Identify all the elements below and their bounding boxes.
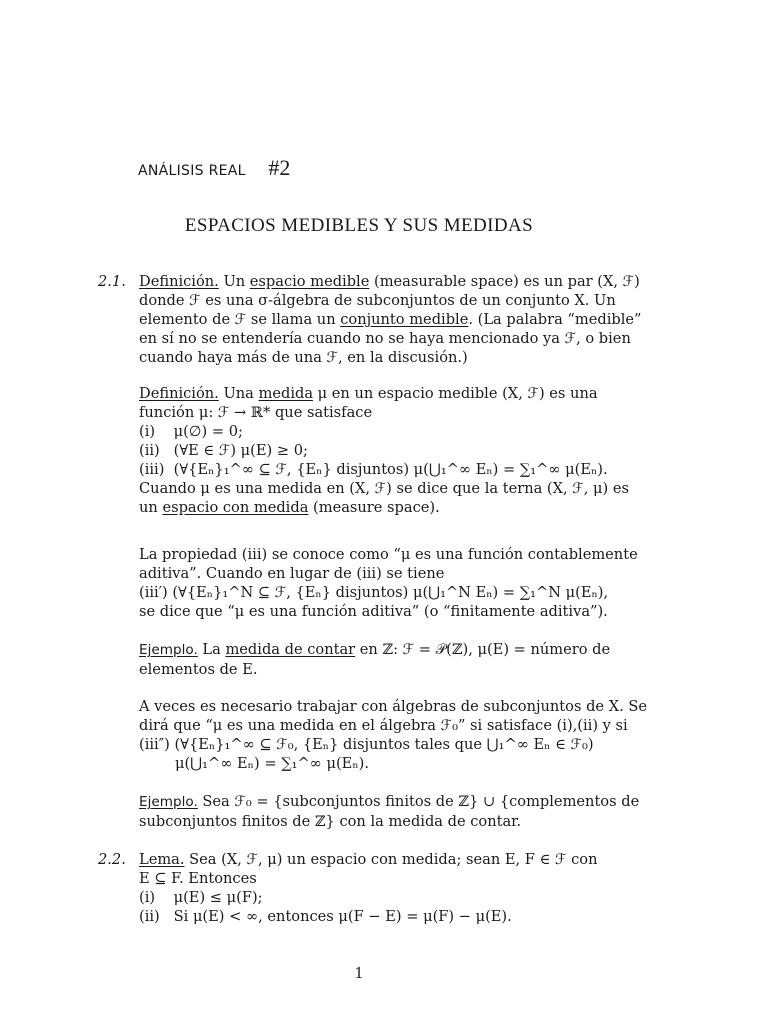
definition-label: Definición. [139,273,219,290]
text: Una [223,385,259,402]
term-medida-de-contar: medida de contar [225,641,356,658]
text-line: A veces es necesario trabajar con álgebras de subconjuntos de X. Se [139,698,648,715]
text-line: elementos de E. [139,661,258,678]
text: un [139,499,163,516]
section-number: 2.1. [98,273,126,290]
example-label: Ejemplo. [139,642,198,658]
text-line: cuando haya más de una ℱ, en la discusión.) [139,349,468,366]
example-finite-cofinite [139,792,640,831]
handout-number: #2 [268,155,291,180]
definition-label: Definición. [139,385,219,402]
page-number: 1 [354,965,364,982]
additivity-paragraph [139,545,638,621]
text: Sea ℱ₀ = {subconjuntos finitos de ℤ} ∪ {complementos de [197,793,640,810]
definition-measurable-space [139,272,642,367]
lemma [139,850,598,926]
text: μ en un espacio medible (X, ℱ) es una [313,385,598,402]
text: elemento de ℱ se llama un [139,311,341,328]
property-i: (i) μ(∅) = 0; [139,423,243,440]
text-line: donde ℱ es una σ-álgebra de subconjuntos de un conjunto X. Un [139,292,616,309]
term-espacio-medible: espacio medible [249,273,370,290]
text: Un [223,273,250,290]
text-line: aditiva”. Cuando en lugar de (iii) se tiene [139,565,445,582]
property-iii-double-prime: (iii″) (∀{Eₙ}₁^∞ ⊆ ℱ₀, {Eₙ} disjuntos tales que ⋃₁^∞ Eₙ ∈ ℱ₀) [139,736,594,753]
page-title: ESPACIOS MEDIBLES Y SUS MEDIDAS [184,215,534,236]
lemma-label: Lema. [139,851,185,868]
property-iii: (iii) (∀{Eₙ}₁^∞ ⊆ ℱ, {Eₙ} disjuntos) μ(⋃₁^∞ Eₙ) = ∑₁^∞ μ(Eₙ). [139,461,608,478]
text-line: función μ: ℱ → ℝ* que satisface [139,404,373,421]
algebra-measure-paragraph [139,697,648,773]
text: La [197,641,226,658]
lemma-item-i: (i) μ(E) ≤ μ(F); [139,889,263,906]
definition-measure [139,384,629,517]
text-line: Cuando μ es una medida en (X, ℱ) se dice que la terna (X, ℱ, μ) es [139,480,629,497]
text: Sea (X, ℱ, μ) un espacio con medida; sean E, F ∈ ℱ con [184,851,598,868]
text: (measurable space) es un par (X, ℱ) [369,273,640,290]
text: en ℤ: ℱ = 𝒫(ℤ), μ(E) = número de [355,641,611,658]
section-number: 2.2. [98,851,126,868]
property-iii-prime: (iii′) (∀{Eₙ}₁^N ⊆ ℱ, {Eₙ} disjuntos) μ(⋃₁^N Eₙ) = ∑₁^N μ(Eₙ), [139,584,609,601]
text-line: subconjuntos finitos de ℤ} con la medida de contar. [139,813,522,830]
text-line: La propiedad (iii) se conoce como “μ es una función contablemente [139,546,638,563]
term-medida: medida [258,385,314,402]
term-conjunto-medible: conjunto medible [340,311,469,328]
text-line: se dice que “μ es una función aditiva” (o “finitamente aditiva”). [139,603,608,620]
text: . (La palabra “medible” [468,311,642,328]
lemma-item-ii: (ii) Si μ(E) < ∞, entonces μ(F − E) = μ(F) − μ(E). [139,908,512,925]
text-line: μ(⋃₁^∞ Eₙ) = ∑₁^∞ μ(Eₙ). [175,755,369,772]
term-espacio-con-medida: espacio con medida [162,499,309,516]
text-line: en sí no se entendería cuando no se haya mencionado ya ℱ, o bien [139,330,631,347]
property-ii: (ii) (∀E ∈ ℱ) μ(E) ≥ 0; [139,442,308,459]
text: (measure space). [308,499,440,516]
text-line: dirá que “μ es una medida en el álgebra ℱ₀” si satisface (i),(ii) y si [139,717,628,734]
document-header [138,155,291,181]
example-counting-measure [139,640,611,679]
course-name: ANÁLISIS REAL [138,163,246,179]
text-line: E ⊆ F. Entonces [139,870,257,887]
example-label: Ejemplo. [139,794,198,810]
